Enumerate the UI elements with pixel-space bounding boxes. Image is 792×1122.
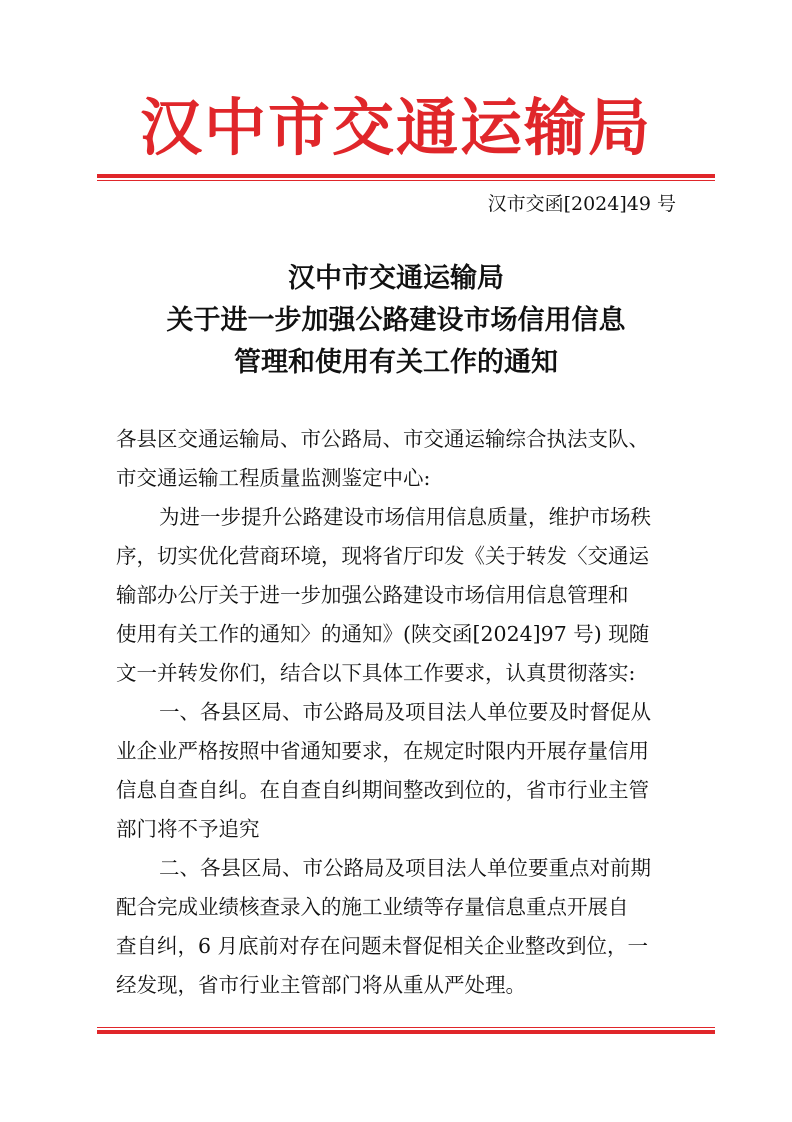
footer-rule-thin <box>97 1027 715 1028</box>
paragraph-item-1: 一、各县区局、市公路局及项目法人单位要及时督促从 业企业严格按照中省通知要求，在规定时限内开展存量信用 信息自查自纠。在自查自纠期间整改到位的，省市行业主管 部门将不予追究 <box>116 700 652 841</box>
paragraph-intro: 为进一步提升公路建设市场信用信息质量，维护市场秩 序，切实优化营商环境，现将省厅印发《关于转发〈交通运 输部办公厅关于进一步加强公路建设市场信用信息管理和 使用有关工作的通知〉的通知》(陕交函[2024]97 号) 现随 文一并转发你们，结合以下具体工作要求，认真贯彻落实: <box>116 505 652 685</box>
masthead-rule-thick <box>97 174 715 178</box>
title-line-2: 关于进一步加强公路建设市场信用信息 <box>166 305 626 336</box>
issuing-authority-masthead: 汉中市交通运输局 <box>139 91 652 164</box>
paragraph-item-2: 二、各县区局、市公路局及项目法人单位要重点对前期 配合完成业绩核查录入的施工业绩等存量信息重点开展自 查自纠，6 月底前对存在问题未督促相关企业整改到位，一 经发现，省市行业主管部门将从重从严处理。 <box>116 856 652 997</box>
addressees: 各县区交通运输局、市公路局、市交通运输综合执法支队、 市交通运输工程质量监测鉴定中心: <box>116 427 649 490</box>
masthead-rule-thin <box>97 180 715 181</box>
document-body <box>116 420 686 1005</box>
footer-rule-thick <box>97 1030 715 1034</box>
title-line-3: 管理和使用有关工作的通知 <box>234 347 558 378</box>
document-number: 汉市交函[2024]49 号 <box>487 193 676 215</box>
document-title <box>96 258 696 384</box>
title-line-1: 汉中市交通运输局 <box>288 263 504 294</box>
